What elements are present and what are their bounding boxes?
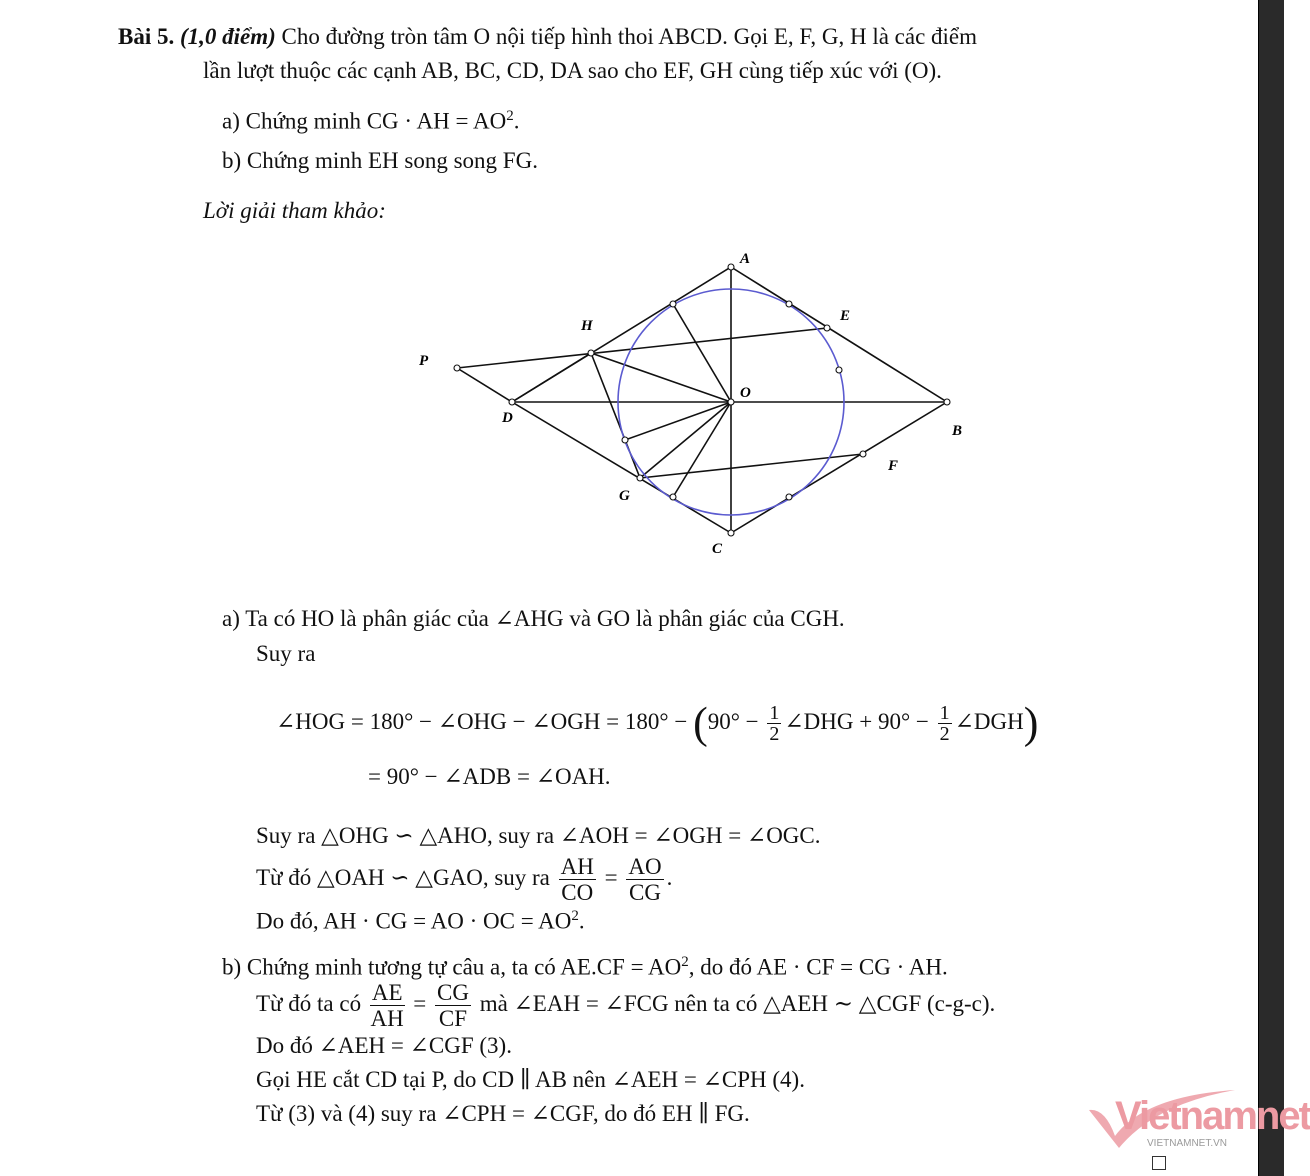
point-o [728,399,734,405]
segment-ot3 [673,402,731,497]
solution-a-line-2: Suy ra [256,641,316,666]
label-d: D [502,410,513,426]
problem-points: (1,0 điểm) [179,24,276,49]
b-line-1-text: b) Chứng minh tương tự câu a, ta có AE.CF = AO [222,954,682,980]
point-a [728,264,734,270]
problem-text-1: Cho đường tròn tâm O nội tiếp hình thoi ABCD. Gọi E, F, G, H là các điểm [281,24,978,49]
b-line-2-pre: Từ đó ta có [256,991,362,1016]
tangent-point-3 [836,367,842,373]
viewer-background [1259,0,1284,1176]
point-h [588,350,594,356]
fraction-ah-co: $\frac{AH}{CO}$ [560,854,594,906]
paren-close: ) [1023,698,1039,748]
point-b [944,399,950,405]
geometry-figure [400,240,990,570]
segment-pe [457,328,827,368]
fraction-half-1: $\frac{1}{2}$ [769,702,780,746]
segment-ho [591,353,731,402]
solution-b-line-5: Từ (3) và (4) suy ra ∠CPH = ∠CGF, do đó EH ∥ FG. [256,1101,750,1126]
label-c: C [712,541,723,557]
line-5-text: Do đó, AH · CG = AO · OC = AO [256,908,572,934]
solution-b-line-2 [256,974,995,1034]
tangent-point-5 [670,494,676,500]
label-g: G [619,488,630,504]
part-a-end: . [513,108,520,134]
b-line-2-post: mà ∠EAH = ∠FCG nên ta có △AEH ∼ △CGF (c-g-c). [479,991,996,1016]
fraction-cg-cf: $\frac{CG}{CF}$ [436,980,469,1032]
logo-subtext: VIETNAMNET.VN [1147,1138,1228,1149]
problem-part-b: b) Chứng minh EH song song FG. [222,148,538,173]
problem-statement-line-2: lần lượt thuộc các cạnh AB, BC, CD, DA sao cho EF, GH cùng tiếp xúc với (O). [203,58,942,83]
label-e: E [840,308,851,324]
label-o: O [740,385,751,401]
equation-1-left: ∠HOG = 180° − ∠OHG − ∠OGH = 180° − [276,709,688,734]
vietnamnet-watermark-logo [1085,1088,1310,1154]
equals-sign: = [604,865,618,890]
line-5-exponent: 2 [571,908,579,924]
fraction-ao-cg: $\frac{AO}{CG}$ [628,854,662,906]
label-h: H [581,318,593,334]
equals-sign-b: = [413,991,427,1016]
fraction-ae-ah: $\frac{AE}{AH}$ [370,980,404,1032]
solution-a-line-4 [256,848,672,908]
segment-go [640,402,731,478]
part-a-text: a) Chứng minh CG · AH = AO [222,108,507,134]
segment-pd [457,368,512,402]
line-4-text: Từ đó △OAH ∽ △GAO, suy ra [256,865,550,890]
solution-heading: Lời giải tham khảo: [203,198,386,223]
logo-brand-text: Vietnamnet [1115,1094,1310,1138]
solution-a-line-1: a) Ta có HO là phân giác của ∠AHG và GO là phân giác của CGH. [222,606,845,631]
equation-2: = 90° − ∠ADB = ∠OAH. [368,764,611,789]
label-p: P [419,353,429,369]
solution-a-line-5 [256,901,585,937]
paren-open: ( [693,698,708,748]
point-d [509,399,515,405]
segment-ot2 [625,402,731,440]
equation-1 [276,698,1039,748]
line-4-end: . [666,865,673,890]
problem-statement-line-1 [118,22,977,52]
tangent-point-6 [786,494,792,500]
checkbox[interactable] [1152,1156,1166,1170]
tangent-point-2 [786,301,792,307]
equation-1-in2: ∠DHG + 90° − [784,709,929,734]
part-a-exponent: 2 [506,108,514,124]
solution-a-line-3: Suy ra △OHG ∽ △AHO, suy ra ∠AOH = ∠OGH = ∠OGC. [256,823,821,848]
fraction-half-2: $\frac{1}{2}$ [939,702,950,746]
b-line-1-mid: , do đó AE · CF = CG · AH. [688,954,948,980]
equation-1-in1: 90° − [707,709,759,734]
point-g [637,475,643,481]
problem-label: Bài 5. [118,24,175,49]
tangent-point-1 [670,301,676,307]
label-a: A [740,251,751,267]
line-5-end: . [578,908,585,934]
segment-ot1 [673,304,731,402]
problem-part-a [222,101,519,137]
solution-b-line-4: Gọi HE cắt CD tại P, do CD ∥ AB nên ∠AEH = ∠CPH (4). [256,1067,805,1092]
point-c [728,530,734,536]
tangent-point-4 [622,437,628,443]
label-f: F [888,458,899,474]
point-e [824,325,830,331]
equation-1-in3: ∠DGH [954,709,1024,734]
b-line-1-exponent: 2 [681,954,689,970]
point-p [454,365,460,371]
label-b: B [952,423,963,439]
point-f [860,451,866,457]
solution-b-line-3: Do đó ∠AEH = ∠CGF (3). [256,1033,512,1058]
